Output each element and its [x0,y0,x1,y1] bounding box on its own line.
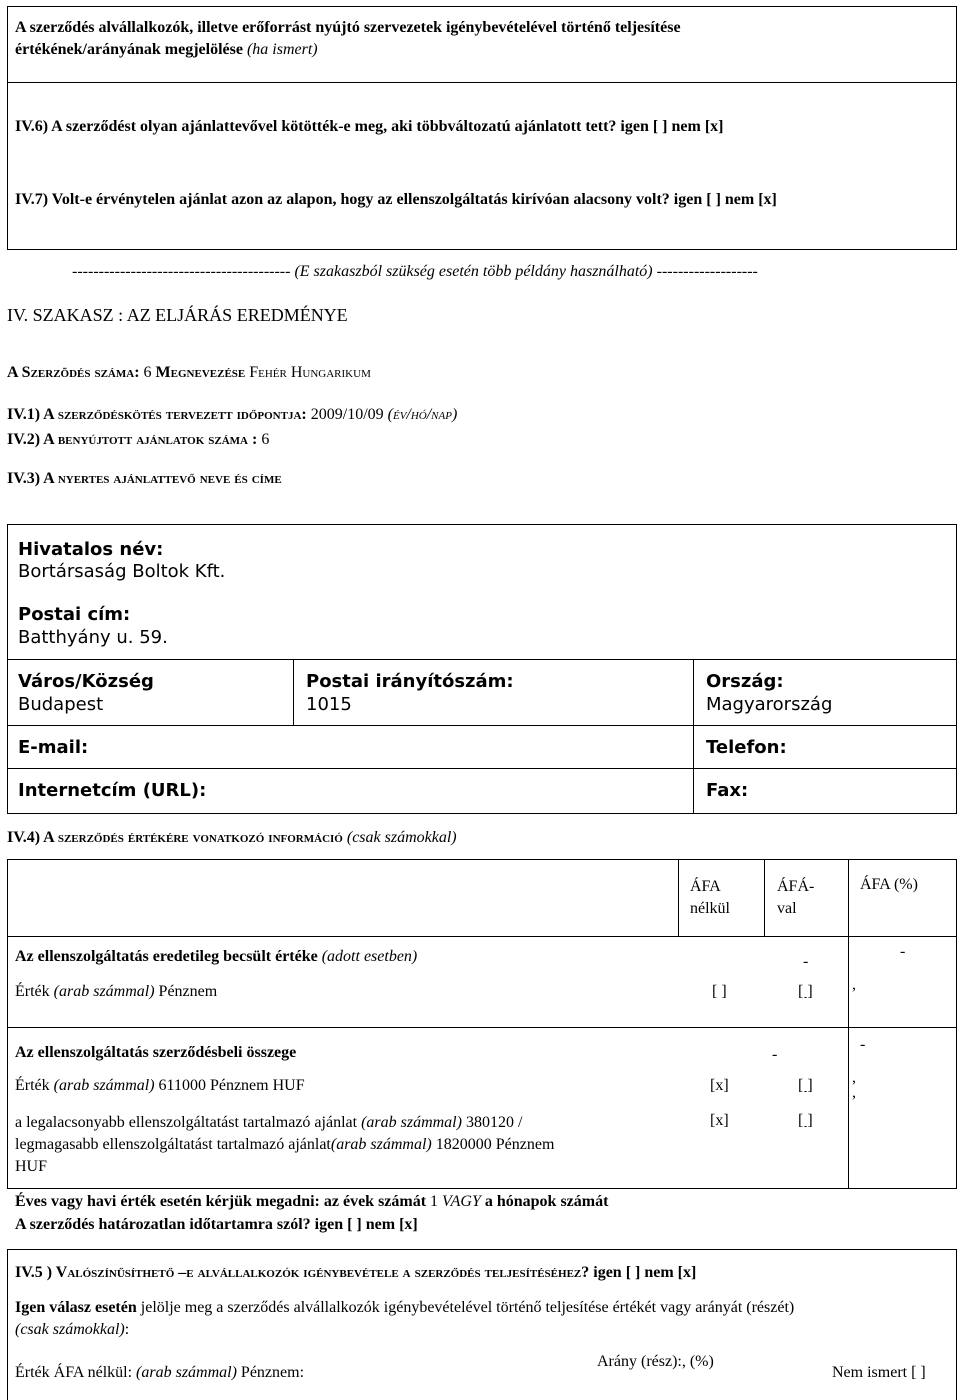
contract-number-line: A Szerzõdés száma: 6 Megnevezése Fehér Hungarikum [7,364,371,381]
question-iv7: IV.7) Volt-e érvénytelen ajánlat azon az alapon, hogy az ellenszolgáltatás kirívóan alacsony volt? igen [ ] nem [x] [15,191,777,208]
low-high-mark-val: [ ] [798,1112,813,1129]
value-table-row-divider [7,1027,957,1028]
city-label: Város/Község [18,671,154,692]
estimated-dash-pct: - [900,943,906,960]
col-header-afaval: ÁFÁ- val [777,878,815,917]
official-name-value: Bortársaság Boltok Kft. [18,561,226,582]
value-without-vat-line: Érték ÁFA nélkül: (arab számmal) Pénznem: [15,1364,305,1381]
winner-col-divider-1 [293,659,294,725]
phone-label: Telefon: [706,737,787,758]
contract-value-label: Az ellenszolgáltatás szerződésbeli összege [15,1044,297,1061]
ratio-label: Arány (rész):, (%) [597,1353,714,1370]
col-divider-pct [848,859,849,1189]
subcontractor-title: A szerződés alvállalkozók, illetve erőforrást nyújtó szervezetek igénybevételével történő teljesítése értékének/arányának megjelölése (ha ismert) [15,19,681,58]
contract-comma-pct-1: , [852,1069,856,1086]
value-table-header-divider [7,936,957,937]
official-name-label: Hivatalos név: [18,539,164,560]
estimated-mark-val: [ ] [798,983,813,1000]
iv5-instructions: Igen válasz esetén jelölje meg a szerződés alvállalkozók igénybevételével történő teljesítése értékét vagy arányát (részét) (csak számokkal): [15,1299,795,1338]
iv5-question: IV.5 ) Valószínűsíthető –e alvállalkozók igénybevétele a szerződés teljesítéséhez? igen [ ] nem [x] [15,1264,697,1281]
contract-dash-val: - [772,1046,778,1063]
winner-row-divider-3 [7,768,957,769]
postal-address-value: Batthyány u. 59. [18,627,168,648]
estimated-value-label: Az ellenszolgáltatás eredetileg becsült értéke (adott esetben) [15,948,418,965]
zip-value: 1015 [306,694,352,715]
estimated-comma-pct: , [852,976,856,993]
winner-row-divider-2 [7,725,957,726]
contract-value-line: Érték (arab számmal) 611000 Pénznem HUF [15,1077,305,1094]
col-divider-nelkul [678,859,679,936]
iv3-winner-heading: IV.3) A nyertes ajánlattevő neve és címe [7,470,282,487]
col-header-afa-pct: ÁFA (%) [860,876,918,893]
iv2-offer-count: IV.2) A benyújtott ajánlatok száma : 6 [7,431,270,448]
contract-comma-pct-2: , [852,1084,856,1101]
estimated-mark-nelkul: [ ] [712,983,727,1000]
low-high-mark-nelkul: [x] [710,1112,729,1129]
not-known-checkbox: Nem ismert [ ] [832,1364,926,1381]
low-high-offer-text: a legalacsonyabb ellenszolgáltatást tartalmazó ajánlat (arab számmal) 380120 / legmagasabb ellenszolgáltatást tartalmazó ajánlat(arab számmal) 1820000 Pénznem HUF [15,1114,555,1175]
city-value: Budapest [18,694,104,715]
winner-col-divider-2 [693,659,694,814]
postal-address-label: Postai cím: [18,604,131,625]
contract-mark-val: [ ] [798,1077,813,1094]
section-separator: ----------------------------------------- (E szakaszból szükség esetén több példány használható) ------------------- [72,263,758,280]
section-heading: IV. SZAKASZ : AZ ELJÁRÁS EREDMÉNYE [7,305,348,325]
contract-dash-pct: - [860,1036,866,1053]
winner-row-divider-1 [7,659,957,660]
country-label: Ország: [706,671,784,692]
estimated-dash-val: - [803,953,809,970]
fax-label: Fax: [706,780,749,801]
col-header-afa-nelkul: ÁFA nélkül [690,878,730,917]
indefinite-term-line: A szerződés határozatlan időtartamra szól? igen [ ] nem [x] [15,1216,418,1233]
zip-label: Postai irányítószám: [306,671,514,692]
top-box-divider [7,82,957,83]
iv1-signing-date: IV.1) A szerződéskötés tervezett időpontja: 2009/10/09 (év/hó/nap) [7,406,458,423]
email-label: E-mail: [18,737,89,758]
col-divider-val [764,859,765,936]
contract-mark-nelkul: [x] [710,1077,729,1094]
country-value: Magyarország [706,694,833,715]
iv4-heading: IV.4) A szerződés értékére vonatkozó információ (csak számokkal) [7,829,457,846]
estimated-value-line: Érték (arab számmal) Pénznem [15,983,218,1000]
question-iv6: IV.6) A szerződést olyan ajánlattevővel kötötték-e meg, aki többváltozatú ajánlatott tett? igen [ ] nem [x] [15,118,724,135]
yearly-monthly-line: Éves vagy havi érték esetén kérjük megadni: az évek számát 1 VAGY a hónapok számát [15,1193,609,1210]
url-label: Internetcím (URL): [18,780,207,801]
